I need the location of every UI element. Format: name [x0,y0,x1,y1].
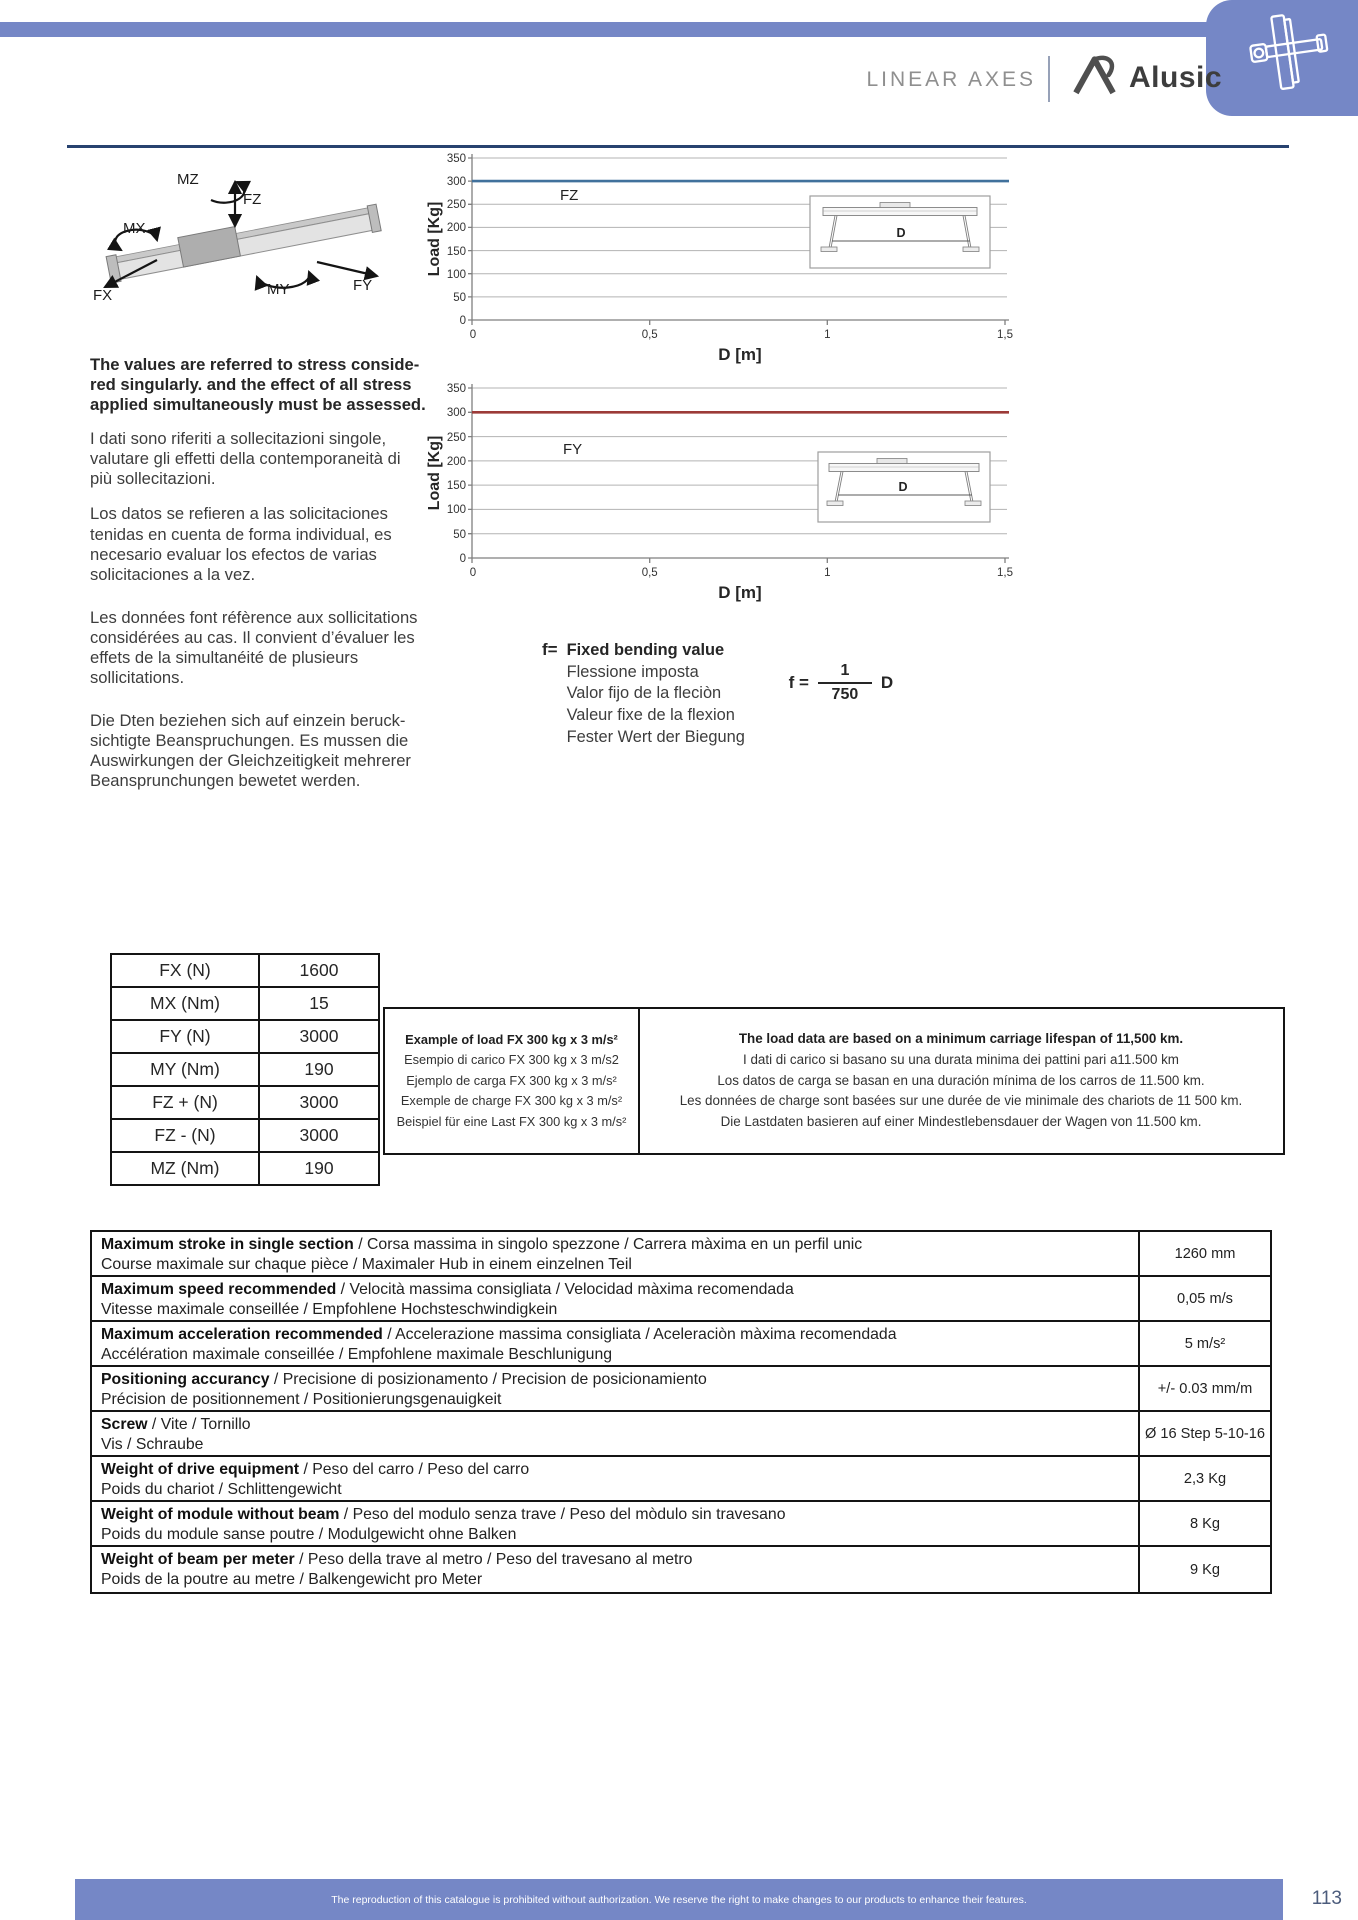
example-line-es: Ejemplo de carga FX 300 kg x 3 m/s² [406,1072,617,1088]
svg-text:350: 350 [446,383,466,395]
spec-row-beam-weight [92,1547,1270,1592]
svg-text:1,5: 1,5 [997,567,1013,579]
note-de: Die Dten beziehen sich auf einzein beruck-sichtigte Beanspruchungen. Es mussen die Auswirkungen der Gleichzeitigkeit mehrerer Beansprunchungen bewetet werden. [90,711,411,791]
fz-inset-drawing [810,196,990,268]
fy-ylabel: Load [Kg] [426,435,443,511]
spec-description [92,1502,1138,1545]
svg-text:1,5: 1,5 [997,329,1013,341]
fx-label: FX [93,287,113,304]
fy-series-label: FY [563,441,583,458]
load-example-box [383,1007,640,1155]
spec-translations-line2: Précision de positionnement / Positionierungsgenauigkeit [101,1391,502,1409]
svg-text:1: 1 [824,567,831,579]
mz-arrow [211,182,244,203]
lifespan-line-es: Los datos de carga se basan en una duración mínima de los carros de 11.500 km. [717,1072,1205,1088]
footer-bar [75,1879,1283,1920]
svg-text:300: 300 [446,407,466,419]
spec-en-label: Weight of module without beam [101,1506,340,1523]
load-value: 3000 [259,1020,379,1053]
brand-badge [1206,0,1358,116]
load-value: 190 [259,1152,379,1185]
svg-text:200: 200 [446,456,466,468]
section-title: LINEAR AXES [866,68,1036,91]
fy-xlabel: D [m] [718,583,762,602]
spec-description [92,1367,1138,1410]
spec-description [92,1232,1138,1275]
spec-translations-line2: Course maximale sur chaque pièce / Maximaler Hub in einem einzelnen Teil [101,1256,632,1274]
load-label: MZ (Nm) [111,1152,259,1185]
svg-text:100: 100 [446,269,466,281]
load-value: 15 [259,987,379,1020]
fy-label: FY [353,277,373,294]
lifespan-line-en: The load data are based on a minimum carriage lifespan of 11,500 km. [738,1031,1184,1047]
fz-chart [425,150,1025,365]
spec-description [92,1457,1138,1500]
svg-text:50: 50 [453,529,466,541]
spec-value: 5 m/s² [1138,1322,1270,1365]
table-row [111,1020,379,1053]
svg-text:250: 250 [446,199,466,211]
spec-translations: / Peso del modulo senza trave / Peso del mòdulo sin travesano [339,1506,786,1523]
note-it: I dati sono riferiti a sollecitazioni singole, valutare gli effetti della contemporaneità di più sollecitazioni. [90,429,401,489]
spec-en-label: Maximum acceleration recommended [101,1326,383,1343]
spec-translations-line2: Vitesse maximale conseillée / Empfohlene Hochsteschwindigkein [101,1301,558,1319]
fraction-bar [818,682,872,684]
table-row [111,954,379,987]
spec-value: 2,3 Kg [1138,1457,1270,1500]
load-label: FZ + (N) [111,1086,259,1119]
svg-text:150: 150 [446,480,466,492]
stress-notes [90,355,426,806]
load-label: MY (Nm) [111,1053,259,1086]
spec-en-label: Positioning accurancy [101,1371,270,1388]
load-label: MX (Nm) [111,987,259,1020]
load-limits-table [110,953,380,1186]
spec-translations-line2: Poids du module sanse poutre / Modulgewicht ohne Balken [101,1526,517,1544]
fy-inset-drawing [818,452,990,522]
mz-label: MZ [177,171,199,188]
load-value: 3000 [259,1086,379,1119]
svg-text:0: 0 [469,567,477,579]
note-es: Los datos se refieren a las solicitaciones tenidas en cuenta de forma individual, es necesario evaluar los efectos de varias solicitaciones a la vez. [90,504,392,584]
spec-row-max-stroke [92,1232,1270,1277]
spec-en-label: Maximum stroke in single section [101,1236,354,1253]
force-diagram [85,148,415,336]
fz-label: FZ [243,191,262,208]
bending-note [542,640,1022,748]
mx-label: MX [123,220,146,237]
bending-symbol: f= [542,640,558,659]
spec-value: 8 Kg [1138,1502,1270,1545]
lifespan-line-de: Die Lastdaten basieren auf einer Mindestlebensdauer der Wagen von 11.500 km. [720,1114,1202,1130]
svg-text:300: 300 [446,176,466,188]
spec-row-drive-weight [92,1457,1270,1502]
spec-translations-line2: Poids de la poutre au metre / Balkengewicht pro Meter [101,1571,483,1589]
spec-translations-line2: Poids du chariot / Schlittengewicht [101,1481,342,1499]
spec-description [92,1277,1138,1320]
load-label: FY (N) [111,1020,259,1053]
svg-text:1: 1 [824,329,831,341]
spec-description [92,1322,1138,1365]
lifespan-line-it: I dati di carico si basano su una durata minima dei pattini pari a11.500 km [743,1051,1179,1067]
formula-lhs: f = [788,673,809,692]
note-en: The values are referred to stress conside-red singularly. and the effect of all stress applied simultaneously must be assessed. [90,355,426,415]
formula-denominator: 750 [831,686,859,703]
spec-row-module-weight [92,1502,1270,1547]
example-line-de: Beispiel für eine Last FX 300 kg x 3 m/s² [396,1113,627,1129]
svg-text:0: 0 [469,329,477,341]
header-band [0,22,1358,37]
spec-description [92,1412,1138,1455]
spec-value: 1260 mm [1138,1232,1270,1275]
bending-line-es: Valor fijo de la fleciòn [566,684,722,703]
svg-text:0: 0 [459,315,466,327]
svg-text:0: 0 [459,553,466,565]
brand-name: Alusic [1129,60,1223,94]
spec-row-max-speed [92,1277,1270,1322]
svg-text:200: 200 [446,222,466,234]
fz-series-label: FZ [560,187,579,204]
svg-text:350: 350 [446,153,466,165]
fz-ylabel: Load [Kg] [426,201,443,277]
table-row [111,1152,379,1185]
header-divider [1048,56,1050,102]
spec-en-label: Maximum speed recommended [101,1281,337,1298]
spec-translations-line2: Accélération maximale conseillée / Empfohlene maximale Beschlunigung [101,1346,613,1364]
fz-xlabel: D [m] [718,345,762,364]
spec-row-max-acceleration [92,1322,1270,1367]
spec-translations-line2: Vis / Schraube [101,1436,204,1454]
bending-formula [789,662,894,704]
fy-ytick-labels [447,383,466,565]
fz-ytick-labels [447,153,466,327]
bending-line-en: Fixed bending value [566,641,725,659]
table-row [111,987,379,1020]
load-label: FX (N) [111,954,259,987]
fz-inset-d-label: D [896,226,906,240]
fz-xtick-labels [470,329,1013,341]
formula-numerator: 1 [840,662,850,679]
spec-translations: / Velocità massima consigliata / Velocidad màxima recomendada [336,1281,794,1298]
load-value: 3000 [259,1119,379,1152]
spec-translations: / Peso della trave al metro / Peso del travesano al metro [294,1551,693,1568]
footer-disclaimer: The reproduction of this catalogue is prohibited without authorization. We reserve the right to make changes to our products to enhance their features. [331,1893,1027,1906]
spec-table [90,1230,1272,1594]
example-line-en: Example of load FX 300 kg x 3 m/s² [405,1031,618,1047]
spec-en-label: Screw [101,1416,148,1433]
bending-definitions [567,640,763,748]
svg-text:50: 50 [453,292,466,304]
bending-line-de: Fester Wert der Biegung [566,727,745,746]
fy-arrow [317,262,377,276]
svg-text:250: 250 [446,432,466,444]
table-row [111,1086,379,1119]
linear-axes-icon [1234,8,1330,109]
beam-drawing [105,199,381,283]
fy-xtick-labels [470,567,1013,579]
formula-fraction [818,662,872,704]
page-number: 113 [1311,1888,1342,1909]
my-label: MY [267,281,290,298]
spec-value: 9 Kg [1138,1547,1270,1592]
lifespan-line-fr: Les données de charge sont basées sur une durée de vie minimale des chariots de 11 500 km. [679,1093,1243,1109]
fy-inset-d-label: D [898,480,908,494]
spec-en-label: Weight of beam per meter [101,1551,295,1568]
spec-translations: / Accelerazione massima consigliata / Aceleraciòn màxima recomendada [382,1326,897,1343]
spec-translations: / Vite / Tornillo [147,1416,251,1433]
example-line-fr: Exemple de charge FX 300 kg x 3 m/s² [400,1093,623,1109]
spec-row-positioning-accuracy [92,1367,1270,1412]
alusic-a-mark-icon [1070,52,1122,103]
load-value: 1600 [259,954,379,987]
lifespan-box [639,1007,1285,1155]
spec-row-screw [92,1412,1270,1457]
spec-translations: / Corsa massima in singolo spezzone / Carrera màxima en un perfil unic [353,1236,863,1253]
table-row [111,1053,379,1086]
bending-line-fr: Valeur fixe de la flexion [566,705,735,724]
brand-logo [1070,52,1222,103]
spec-value: 0,05 m/s [1138,1277,1270,1320]
bending-line-it: Flessione imposta [566,662,699,681]
load-value: 190 [259,1053,379,1086]
spec-value: +/- 0.03 mm/m [1138,1367,1270,1410]
spec-en-label: Weight of drive equipment [101,1461,300,1478]
table-row [111,1119,379,1152]
load-label: FZ - (N) [111,1119,259,1152]
example-line-it: Esempio di carico FX 300 kg x 3 m/s2 [404,1052,619,1068]
spec-translations: / Peso del carro / Peso del carro [299,1461,530,1478]
fy-chart [425,378,1025,603]
formula-rhs: D [880,673,894,692]
svg-text:150: 150 [446,246,466,258]
svg-text:100: 100 [446,504,466,516]
svg-text:0,5: 0,5 [641,567,658,579]
spec-value: Ø 16 Step 5-10-16 [1138,1412,1270,1455]
note-fr: Les données font réfèrence aux sollicitations considérées au cas. Il convient d’évaluer les effets de la simultanéité de plusieurs sollicitations. [90,607,418,688]
spec-description [92,1547,1138,1592]
svg-text:0,5: 0,5 [641,329,658,341]
spec-translations: / Precisione di posizionamento / Precision de posicionamiento [269,1371,707,1388]
